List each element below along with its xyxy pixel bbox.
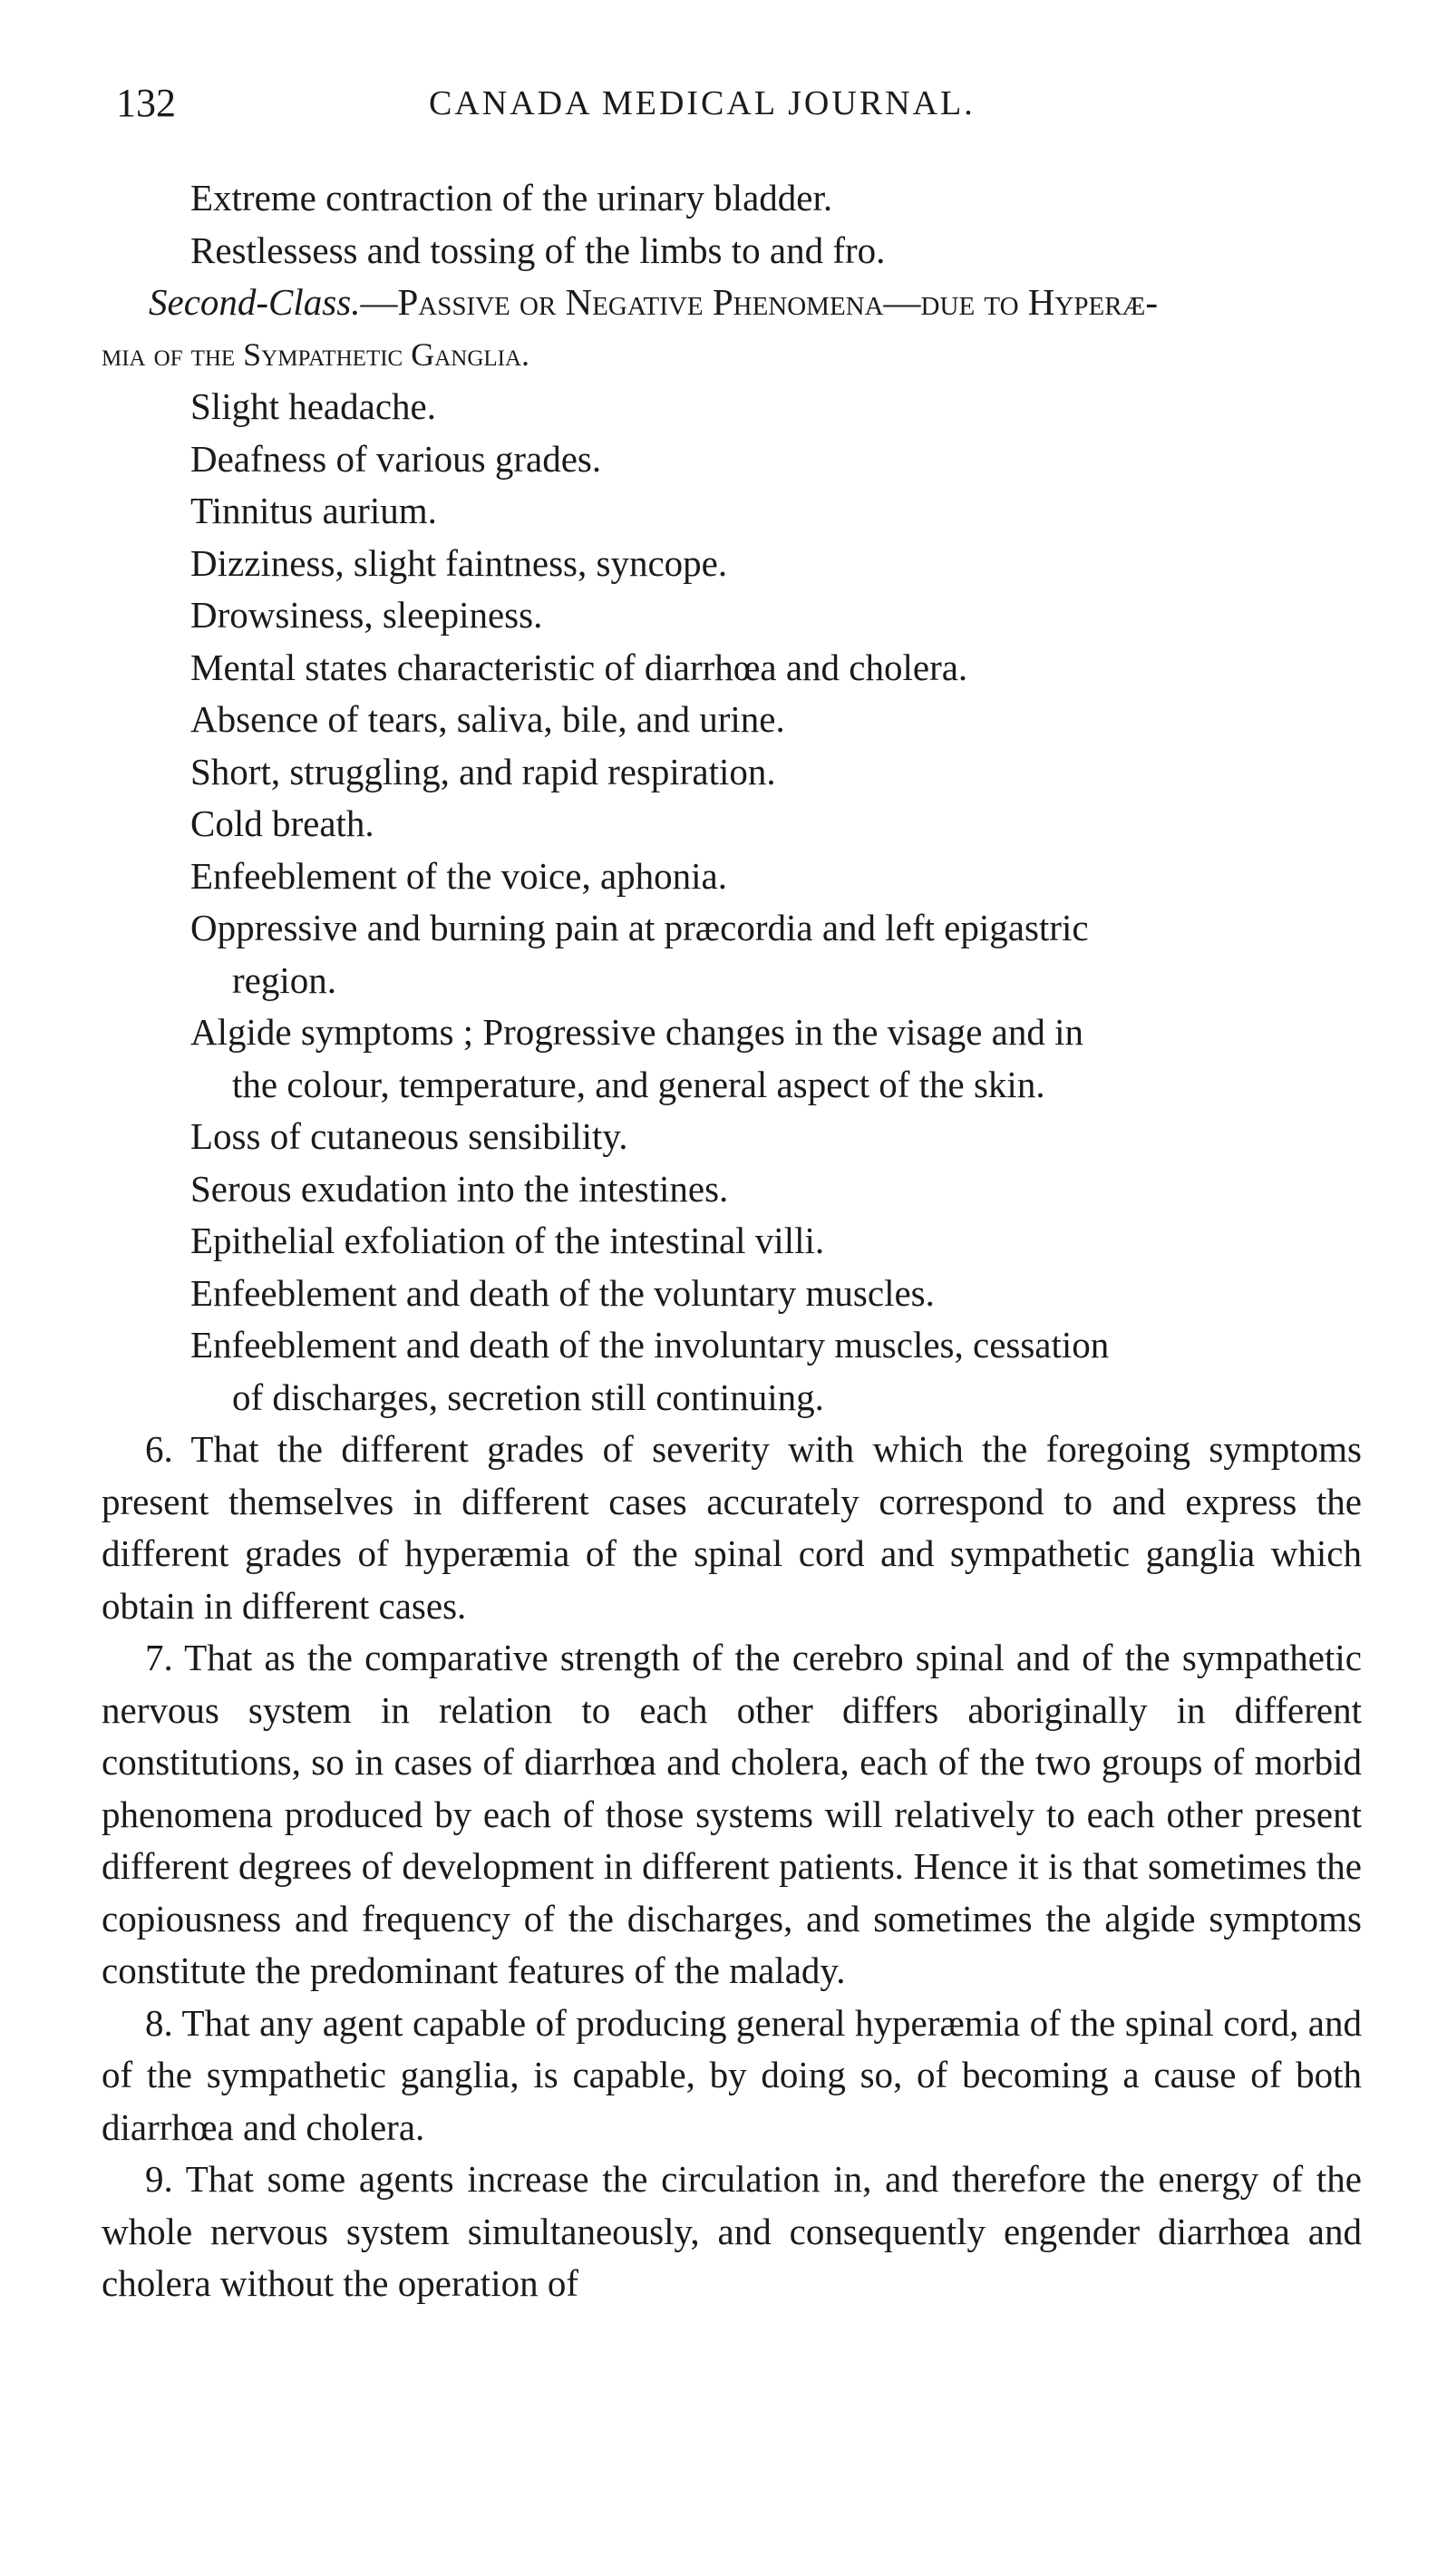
paragraph-7: 7. That as the comparative strength of the cerebro spinal and of the sympathetic nervous system in relation to each other differs aboriginally in different constitutions, so in cases of diarrhœa and cholera, each of the two groups of morbid phenomena produced by each of those systems will relatively to each other present different degrees of development in different patients. Hence it is that sometimes the copiousness and frequency of the discharges, and sometimes the algide symptoms constitute the predominant features of the malady.: [102, 1637, 1362, 1991]
second-class-heading-text: —Passive or Negative Phenomena—due to Hyperæ-: [360, 281, 1158, 323]
list-item: Restlessess and tossing of the limbs to and fro.: [190, 228, 886, 271]
list-item: Loss of cutaneous sensibility.: [190, 1115, 628, 1157]
list-item: Absence of tears, saliva, bile, and urine.: [190, 698, 785, 740]
list-item: Short, struggling, and rapid respiration.: [190, 750, 776, 792]
list-item: Dizziness, slight faintness, syncope.: [190, 541, 728, 584]
list-item: Tinnitus aurium.: [190, 490, 437, 531]
list-item: Serous exudation into the intestines.: [190, 1167, 729, 1210]
second-class-heading: [102, 277, 1371, 329]
list-item: Enfeeblement of the voice, aphonia.: [190, 854, 727, 897]
list-item: Oppressive and burning pain at præcordia and left epigastric: [190, 907, 1089, 948]
list-item: Deafness of various grades.: [190, 437, 602, 480]
second-class-heading-text-2: mia of the Sympathetic Ganglia.: [102, 335, 530, 373]
list-item: Slight headache.: [190, 385, 436, 427]
list-item-continued: of discharges, secretion still continuing.: [232, 1375, 824, 1418]
page-number: 132: [116, 81, 176, 125]
paragraph-6: 6. That the different grades of severity with which the foregoing symptoms present themselves in different cases accurately correspond to and express the different grades of hyperæmia of the spinal cord and sympathetic ganglia which obtain in different cases.: [102, 1428, 1362, 1627]
list-item-continued: region.: [232, 958, 336, 1001]
list-item: Epithelial exfoliation of the intestinal villi.: [190, 1220, 825, 1261]
page-header: [116, 80, 1367, 143]
list-item: Algide symptoms ; Progressive changes in the visage and in: [190, 1011, 1083, 1053]
second-class-heading-continued: [102, 329, 1371, 382]
list-item: Extreme contraction of the urinary bladder.: [190, 177, 833, 219]
paragraph-9: 9. That some agents increase the circulation in, and therefore the energy of the whole nervous system simultaneously, and consequently engender diarrhœa and cholera without the operation of: [102, 2158, 1362, 2304]
list-item: Mental states characteristic of diarrhœa and cholera.: [190, 646, 968, 688]
list-item: Enfeeblement and death of the voluntary muscles.: [190, 1271, 935, 1314]
numbered-paragraphs: [102, 1424, 1371, 2310]
second-class-label: Second-Class.: [149, 281, 361, 323]
list-item-continued: the colour, temperature, and general aspect of the skin.: [232, 1063, 1045, 1105]
page-body: [102, 172, 1371, 2310]
list-item: Enfeeblement and death of the involuntary muscles, cessation: [190, 1324, 1110, 1366]
running-head: CANADA MEDICAL JOURNAL.: [429, 84, 976, 122]
paragraph-8: 8. That any agent capable of producing general hyperæmia of the spinal cord, and of the sympathetic ganglia, is capable, by doing so, of becoming a cause of both diarrhœa and cholera.: [102, 2001, 1362, 2148]
list-item: Cold breath.: [190, 802, 374, 844]
symptom-list: [102, 381, 1371, 1424]
list-item: Drowsiness, sleepiness.: [190, 594, 543, 636]
